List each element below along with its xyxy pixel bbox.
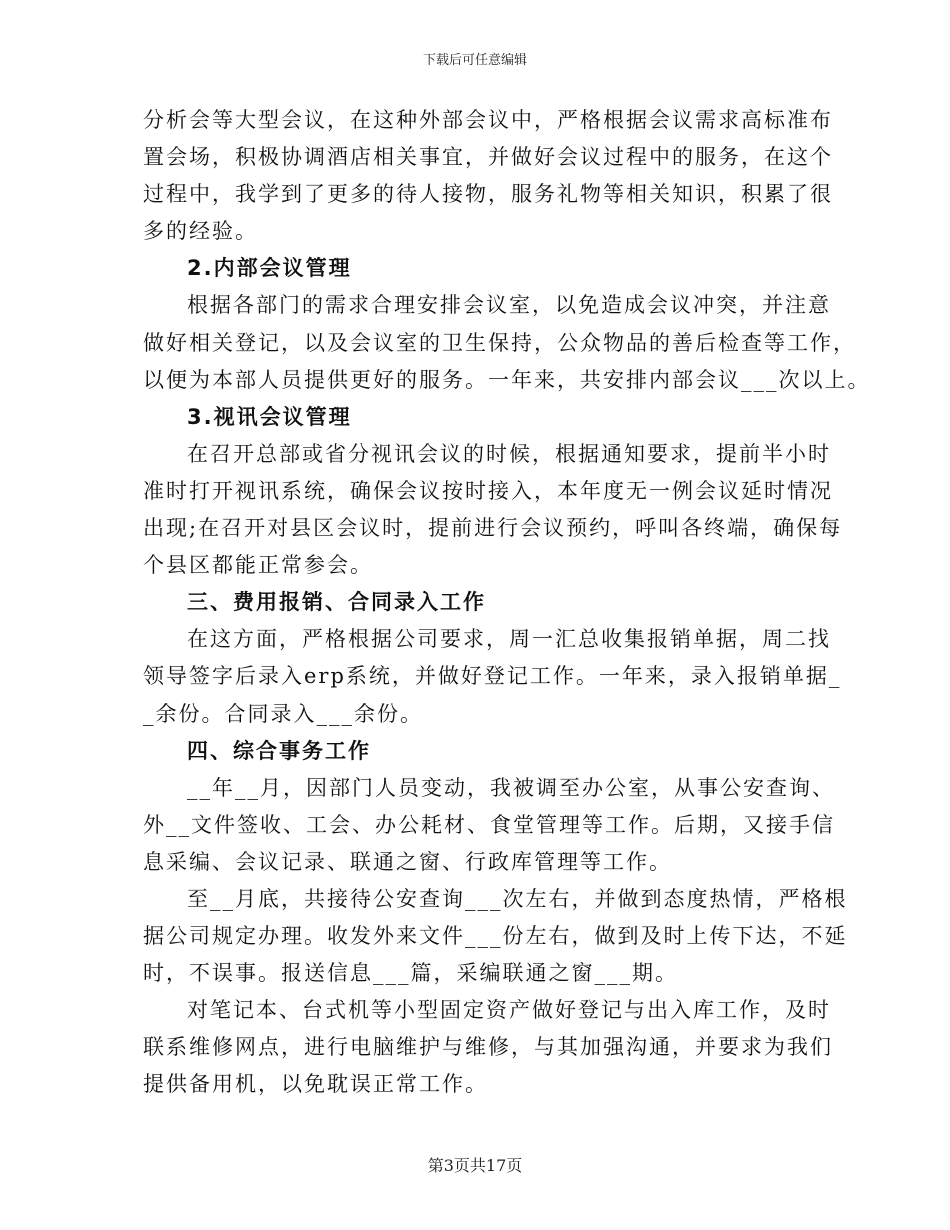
body-line: 据公司规定办理。收发外来文件___份左右，做到及时上传下达，不延 — [143, 924, 848, 949]
page-footer: 第3页共17页 — [427, 1156, 523, 1175]
body-line: 置会场，积极协调酒店相关事宜，并做好会议过程中的服务，在这个 — [143, 145, 833, 170]
body-line: 根据各部门的需求合理安排会议室，以免造成会议冲突，并注意 — [187, 293, 831, 318]
body-line: __年__月，因部门人员变动，我被调至办公室，从事公安查询、 — [187, 775, 835, 800]
body-line: 在召开总部或省分视讯会议的时候，根据通知要求，提前半小时 — [187, 441, 831, 466]
section-heading: 三、费用报销、合同录入工作 — [187, 590, 486, 615]
body-line: 外__文件签收、工会、办公耗材、食堂管理等工作。后期，又接手信 — [143, 812, 835, 837]
body-line: 以便为本部人员提供更好的服务。一年来，共安排内部会议___次以上。 — [143, 367, 871, 392]
body-line: 准时打开视讯系统，确保会议按时接入，本年度无一例会议延时情况 — [143, 478, 833, 503]
body-line: 对笔记本、台式机等小型固定资产做好登记与出入库工作，及时 — [187, 998, 831, 1023]
body-line: 个县区都能正常参会。 — [143, 553, 373, 578]
body-line: 出现;在召开对县区会议时，提前进行会议预约，呼叫各终端，确保每 — [143, 516, 843, 541]
body-line: 过程中，我学到了更多的待人接物，服务礼物等相关知识，积累了很 — [143, 182, 833, 207]
body-line: 做好相关登记，以及会议室的卫生保持，公众物品的善后检查等工作， — [143, 330, 856, 355]
document-body — [143, 102, 871, 1104]
body-line: 提供备用机，以免耽误正常工作。 — [143, 1072, 488, 1097]
body-line: 至__月底，共接待公安查询___次左右，并做到态度热情，严格根 — [187, 886, 848, 911]
section-heading: 四、综合事务工作 — [187, 738, 371, 763]
body-line: _余份。合同录入___余份。 — [143, 701, 423, 726]
body-line: 领导签字后录入erp系统，并做好登记工作。一年来，录入报销单据_ — [143, 664, 842, 689]
body-line: 多的经验。 — [143, 219, 258, 244]
body-line: 息采编、会议记录、联通之窗、行政库管理等工作。 — [143, 849, 672, 874]
section-heading: 2.内部会议管理 — [187, 256, 352, 281]
page-header: 下载后可任意编辑 — [422, 53, 527, 68]
body-line: 联系维修网点，进行电脑维护与维修，与其加强沟通，并要求为我们 — [143, 1035, 833, 1060]
body-line: 分析会等大型会议，在这种外部会议中，严格根据会议需求高标准布 — [143, 108, 833, 132]
body-line: 时，不误事。报送信息___篇，采编联通之窗___期。 — [143, 961, 678, 986]
section-heading: 3.视讯会议管理 — [187, 404, 352, 429]
body-line: 在这方面，严格根据公司要求，周一汇总收集报销单据，周二找 — [187, 627, 831, 652]
